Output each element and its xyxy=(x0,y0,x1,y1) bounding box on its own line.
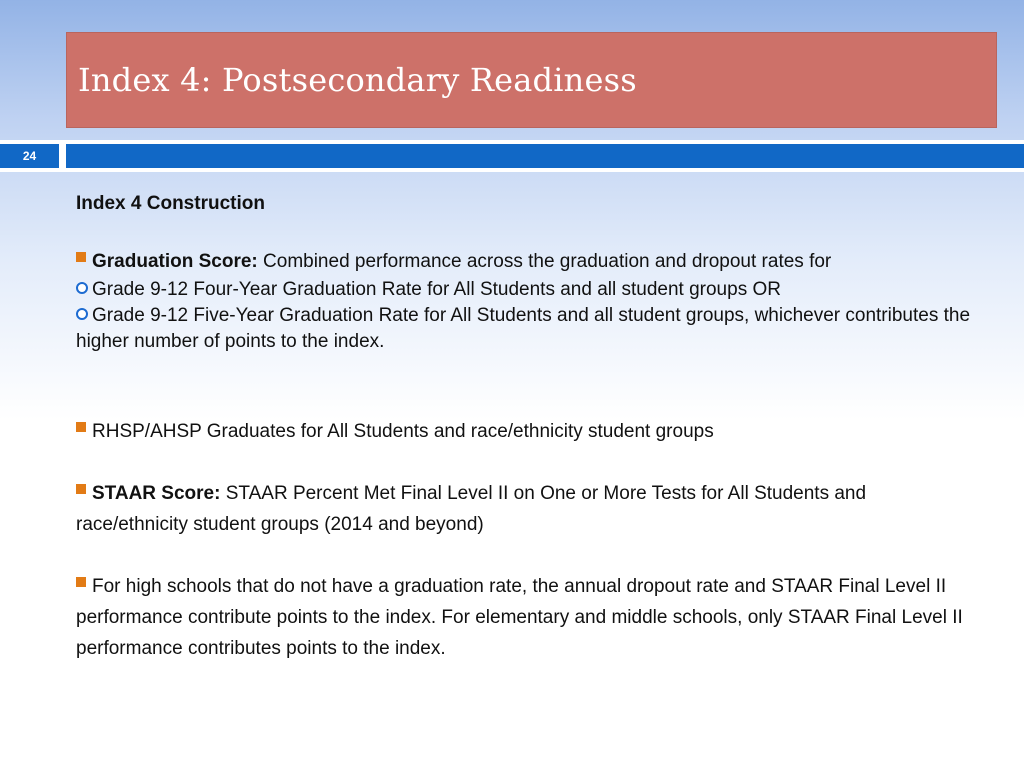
square-bullet-icon xyxy=(76,577,86,587)
square-bullet-icon xyxy=(76,422,86,432)
bullet-text: Combined performance across the graduation and dropout rates for xyxy=(257,251,832,272)
sub-bullet-text: Grade 9-12 Five-Year Graduation Rate for All Students and all student groups, whichever contributes the higher number of points to the index. xyxy=(76,305,971,352)
slide-number: 24 xyxy=(22,149,37,163)
circle-bullet-icon xyxy=(76,308,88,320)
sub-bullet-four-year xyxy=(76,277,976,303)
bullet-text: STAAR Percent Met Final Level II on One or More Tests for All Students and race/ethnicity student groups (2014 and beyond) xyxy=(76,483,867,535)
slide-number-box xyxy=(0,144,59,168)
circle-bullet-icon xyxy=(76,282,88,294)
bullet-text: For high schools that do not have a graduation rate, the annual dropout rate and STAAR Final Level II performance contribute points to the index. For elementary and middle schools, only STAAR Final Level II performance contributes points to the index. xyxy=(76,576,963,659)
bullet-staar-score xyxy=(76,478,976,540)
section-heading: Index 4 Construction xyxy=(76,193,265,214)
slide-title: Index 4: Postsecondary Readiness xyxy=(78,61,637,99)
square-bullet-icon xyxy=(76,252,86,262)
sub-bullet-text: Grade 9-12 Four-Year Graduation Rate for All Students and all student groups OR xyxy=(92,279,781,300)
title-banner xyxy=(66,32,997,128)
bullet-graduation-score xyxy=(76,246,976,277)
bullet-high-schools xyxy=(76,571,976,664)
slide-body xyxy=(76,192,976,664)
bullet-rhsp-ahsp xyxy=(76,416,976,447)
bullet-label: Graduation Score: xyxy=(92,251,258,272)
square-bullet-icon xyxy=(76,484,86,494)
accent-bar xyxy=(66,144,1024,168)
sub-bullet-five-year xyxy=(76,303,976,355)
bullet-label: STAAR Score: xyxy=(92,483,221,504)
bullet-text: RHSP/AHSP Graduates for All Students and race/ethnicity student groups xyxy=(92,421,714,442)
